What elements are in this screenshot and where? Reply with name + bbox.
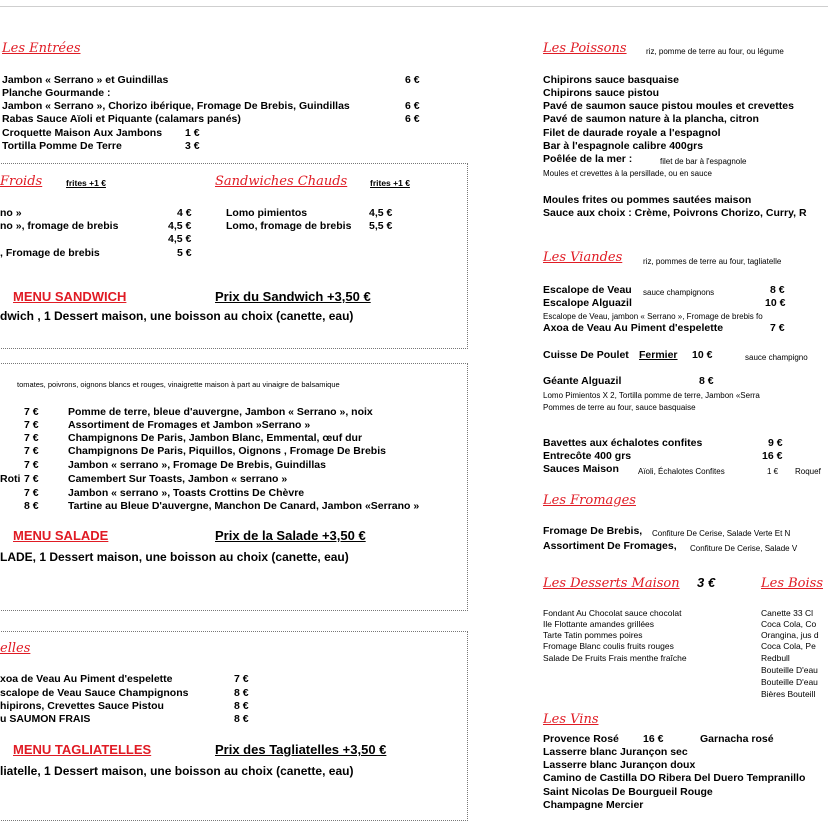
viandes-title: Les Viandes — [543, 250, 623, 265]
sandwich-froid-price: 4,5 € — [168, 220, 192, 232]
salade-price: 8 € — [24, 500, 39, 512]
menu-salade-label: MENU SALADE — [13, 528, 109, 543]
vins-title: Les Vins — [543, 712, 599, 727]
boisson-item: Redbull — [761, 653, 790, 663]
desserts-price: 3 € — [697, 575, 716, 590]
viande-item: Géante Alguazil — [543, 375, 622, 387]
fromages-title: Les Fromages — [543, 493, 636, 508]
salade-price: 7 € — [24, 432, 39, 444]
entree-price: 6 € — [405, 100, 420, 112]
boisson-item: Coca Cola, Pe — [761, 641, 816, 651]
salade-item: Assortiment de Fromages et Jambon »Serrano » — [68, 419, 311, 431]
viande-price: 8 € — [699, 375, 714, 387]
entree-item: Planche Gourmande : — [2, 87, 111, 99]
sandwich-chaud-price: 5,5 € — [369, 220, 393, 232]
fromage-item: Fromage De Brebis, — [543, 525, 643, 537]
sandwich-froid-item: , Fromage de brebis — [0, 247, 100, 259]
dessert-item: Ile Flottante amandes grillées — [543, 619, 655, 629]
viande-note: sauce champignons — [643, 288, 715, 297]
boisson-item: Canette 33 Cl — [761, 608, 813, 618]
tagliatelle-price: 7 € — [234, 673, 249, 685]
menu-tagliatelles-price: Prix des Tagliatelles +3,50 € — [215, 742, 387, 757]
sandwich-chaud-item: Lomo, fromage de brebis — [226, 220, 352, 232]
tagliatelle-price: 8 € — [234, 687, 249, 699]
dessert-item: Salade De Fruits Frais menthe fraîche — [543, 653, 687, 663]
menu-sandwich-desc: dwich , 1 Dessert maison, une boisson au choix (canette, eau) — [0, 309, 354, 323]
vin-item-extra: Garnacha rosé — [700, 733, 774, 745]
tagliatelle-item: xoa de Veau Au Piment d'espelette — [0, 673, 173, 685]
salade-item: Jambon « serrano », Toasts Crottins De Chèvre — [68, 487, 305, 499]
tagliatelles-box — [0, 631, 468, 821]
dessert-item: Tarte Tatin pommes poires — [543, 630, 643, 640]
vin-item: Provence Rosé — [543, 733, 619, 745]
menu-sandwich-price: Prix du Sandwich +3,50 € — [215, 289, 371, 304]
boisson-item: Bières Bouteill — [761, 689, 816, 699]
sandwich-froid-item: no », fromage de brebis — [0, 220, 119, 232]
poisson-item: Chipirons sauce basquaise — [543, 74, 679, 86]
viande-price: 10 € — [765, 297, 786, 309]
menu-sandwich-label: MENU SANDWICH — [13, 289, 127, 304]
moules-sauce: Sauce aux choix : Crème, Poivrons Chorizo, Curry, R — [543, 207, 807, 219]
entree-item: Croquette Maison Aux Jambons — [2, 127, 163, 139]
poelee-note-2: Moules et crevettes à la persillade, ou en sauce — [543, 169, 712, 178]
desserts-title: Les Desserts Maison — [543, 576, 680, 591]
viande-item: Bavettes aux échalotes confites — [543, 437, 703, 449]
dessert-item: Fromage Blanc coulis fruits rouges — [543, 641, 674, 651]
entree-item: Tortilla Pomme De Terre — [2, 140, 122, 152]
menu-tagliatelles-desc: liatelle, 1 Dessert maison, une boisson au choix (canette, eau) — [0, 764, 354, 778]
salade-item: Pomme de terre, bleue d'auvergne, Jambon « Serrano », noix — [68, 406, 373, 418]
vin-item: Camino de Castilla DO Ribera Del Duero Tempranillo — [543, 772, 806, 784]
menu-tagliatelles-label: MENU TAGLIATELLES — [13, 742, 152, 757]
salade-item: Champignons De Paris, Piquillos, Oignons , Fromage De Brebis — [68, 445, 386, 457]
salade-item: Tartine au Bleue D'auvergne, Manchon De Canard, Jambon «Serrano » — [68, 500, 420, 512]
poelee-item: Poêlée de la mer : — [543, 153, 633, 165]
boisson-item: Bouteille D'eau — [761, 677, 818, 687]
chauds-frites-note: frites +1 € — [370, 178, 410, 188]
dessert-item: Fondant Au Chocolat sauce chocolat — [543, 608, 682, 618]
tagliatelle-price: 8 € — [234, 700, 249, 712]
boisson-item: Orangina, jus d — [761, 630, 819, 640]
salade-price: 7 € — [24, 419, 39, 431]
viande-note: Lomo Pimientos X 2, Tortilla pomme de terre, Jambon «Serra — [543, 391, 760, 400]
viande-price: 16 € — [762, 450, 783, 462]
viande-item: Entrecôte 400 grs — [543, 450, 632, 462]
entree-price: 1 € — [185, 127, 200, 139]
viande-item: Cuisse De Poulet — [543, 349, 629, 361]
sandwich-froid-price: 4 € — [177, 207, 192, 219]
viande-item: Axoa de Veau Au Piment d'espelette — [543, 322, 724, 334]
viandes-note: riz, pommes de terre au four, tagliatelle — [643, 257, 782, 266]
salade-price: 7 € — [24, 487, 39, 499]
sandwich-chaud-item: Lomo pimientos — [226, 207, 308, 219]
entree-item: Jambon « Serrano », Chorizo ibérique, Fromage De Brebis, Guindillas — [2, 100, 350, 112]
tagliatelle-item: u SAUMON FRAIS — [0, 713, 91, 725]
sandwich-froids-title: Froids — [0, 174, 43, 189]
poissons-note: riz, pomme de terre au four, ou légume — [646, 47, 784, 56]
vin-item: Saint Nicolas De Bourgueil Rouge — [543, 786, 713, 798]
entree-price: 6 € — [405, 74, 420, 86]
viande-item-fermier: Fermier — [639, 349, 678, 361]
viande-note: Aïoli, Échalotes Confites — [638, 467, 725, 476]
viande-price: 9 € — [768, 437, 783, 449]
entree-item: Rabas Sauce Aïoli et Piquante (calamars panés) — [2, 113, 241, 125]
viande-price: 1 € — [767, 467, 779, 476]
poisson-item: Pavé de saumon sauce pistou moules et crevettes — [543, 100, 794, 112]
poissons-title: Les Poissons — [543, 41, 627, 56]
salades-note: tomates, poivrons, oignons blancs et rouges, vinaigrette maison à part au vinaigre de balsamique — [17, 380, 340, 389]
fromage-item: Assortiment De Fromages, — [543, 540, 677, 552]
menu-salade-desc: LADE, 1 Dessert maison, une boisson au choix (canette, eau) — [0, 550, 349, 564]
salade-price: 7 € — [24, 473, 39, 485]
poisson-item: Chipirons sauce pistou — [543, 87, 660, 99]
poisson-item: Bar à l'espagnole calibre 400grs — [543, 140, 704, 152]
viande-note: Pommes de terre au four, sauce basquaise — [543, 403, 696, 412]
entree-item: Jambon « Serrano » et Guindillas — [2, 74, 169, 86]
sandwich-chaud-price: 4,5 € — [369, 207, 393, 219]
viande-note: Roquef — [795, 467, 821, 476]
froids-frites-note: frites +1 € — [66, 178, 106, 188]
salade-price: 7 € — [24, 445, 39, 457]
viande-item: Sauces Maison — [543, 463, 619, 475]
entree-price: 3 € — [185, 140, 200, 152]
viande-note: sauce champigno — [745, 353, 808, 362]
vin-item: Lasserre blanc Jurançon sec — [543, 746, 688, 758]
sandwich-froid-price: 4,5 € — [168, 233, 192, 245]
salade-item: Jambon « serrano », Fromage De Brebis, Guindillas — [68, 459, 326, 471]
boisson-item: Coca Cola, Co — [761, 619, 817, 629]
salade-item: Camembert Sur Toasts, Jambon « serrano » — [68, 473, 288, 485]
salade-price: 7 € — [24, 406, 39, 418]
moules-item: Moules frites ou pommes sautées maison — [543, 194, 752, 206]
entree-price: 6 € — [405, 113, 420, 125]
menu-salade-price: Prix de la Salade +3,50 € — [215, 528, 366, 543]
page-top-border — [0, 6, 828, 7]
fromage-note: Confiture De Cerise, Salade V — [690, 544, 798, 553]
vin-item: Lasserre blanc Jurançon doux — [543, 759, 696, 771]
viande-price: 7 € — [770, 322, 785, 334]
salade-item: Champignons De Paris, Jambon Blanc, Emmental, œuf dur — [68, 432, 363, 444]
poisson-item: Pavé de saumon nature à la plancha, citron — [543, 113, 759, 125]
vin-price: 16 € — [643, 733, 664, 745]
fromage-note: Confiture De Cerise, Salade Verte Et N — [652, 529, 791, 538]
vin-item: Champagne Mercier — [543, 799, 644, 811]
tagliatelle-item: scalope de Veau Sauce Champignons — [0, 687, 189, 699]
viande-item: Escalope Alguazil — [543, 297, 632, 309]
sandwich-chauds-title: Sandwiches Chauds — [215, 174, 348, 189]
viande-note: Escalope de Veau, jambon « Serrano », Fromage de brebis fo — [543, 312, 763, 321]
boisson-item: Bouteille D'eau — [761, 665, 818, 675]
viande-item: Escalope de Veau — [543, 284, 632, 296]
salade-prefix: Roti — [0, 473, 21, 485]
tagliatelle-item: hipirons, Crevettes Sauce Pistou — [0, 700, 164, 712]
boissons-title: Les Boiss — [761, 576, 824, 591]
viande-price: 10 € — [692, 349, 713, 361]
salade-price: 7 € — [24, 459, 39, 471]
poelee-note: filet de bar à l'espagnole — [660, 157, 747, 166]
tagliatelle-price: 8 € — [234, 713, 249, 725]
entrees-title: Les Entrées — [2, 41, 81, 56]
sandwich-froid-price: 5 € — [177, 247, 192, 259]
poisson-item: Filet de daurade royale a l'espagnol — [543, 127, 721, 139]
sandwich-froid-item: no » — [0, 207, 22, 219]
tagliatelles-title: elles — [0, 641, 31, 656]
viande-price: 8 € — [770, 284, 785, 296]
